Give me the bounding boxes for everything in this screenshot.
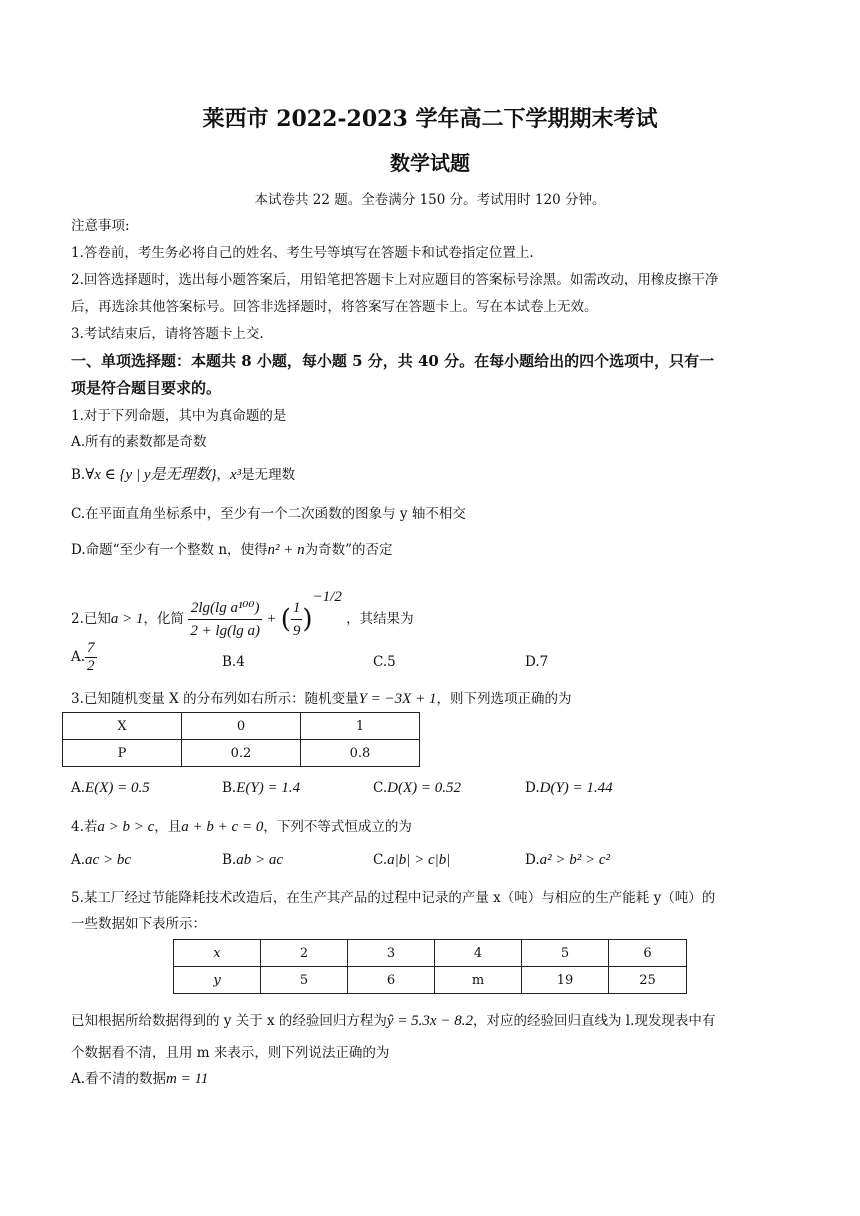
q5-stem-line: 一些数据如下表所示：	[71, 916, 206, 932]
note-line: 后，再选涂其他答案标号。回答非选择题时，将答案写在答题卡上。写在本试卷上无效。	[71, 299, 598, 315]
q1-option-b: B.∀x ∈ {y | y是无理数}，x³是无理数	[71, 467, 296, 483]
table-row: X 0 1	[63, 713, 420, 740]
q4-option-b: B.ab > ac	[222, 852, 283, 868]
q1-option-d: D.命题“至少有一个整数 n，使得n² + n为奇数”的否定	[71, 542, 393, 558]
table-row: y 5 6 m 19 25	[174, 967, 687, 994]
q5-stem-line: 5.某工厂经过节能降耗技术改造后，在生产其产品的过程中记录的产量 x（吨）与相应的生产能耗 y（吨）的	[71, 890, 716, 906]
section-heading: 一、单项选择题：本题共 8 小题，每小题 5 分，共 40 分。在每小题给出的四个选项中，只有一	[71, 352, 715, 370]
exam-intro: 本试卷共 22 题。全卷满分 150 分。考试用时 120 分钟。	[254, 192, 606, 208]
q2-power-base: $\frac{1}{9}$	[291, 597, 303, 642]
q4-option-d: D.a² > b² > c²	[525, 852, 611, 868]
note-line: 2.回答选择题时，选出每小题答案后，用铅笔把答题卡上对应题目的答案标号涂黑。如需改动，用橡皮擦干净	[71, 272, 719, 288]
q2-option-b: B.4	[222, 654, 245, 670]
notes-heading: 注意事项:	[71, 218, 130, 234]
q5-data-table	[173, 939, 687, 994]
q5-stem-line: 已知根据所给数据得到的 y 关于 x 的经验回归方程为ŷ = 5.3x − 8.2，对应的经验回归直线为 l.现发现表中有	[71, 1013, 716, 1029]
note-line: 3.考试结束后，请将答题卡上交.	[71, 326, 264, 342]
exam-subtitle: 数学试题	[390, 151, 470, 175]
q2-option-c: C.5	[373, 654, 396, 670]
q3-option-a: A.E(X) = 0.5	[71, 780, 150, 796]
q5-stem-line: 个数据看不清，且用 m 来表示，则下列说法正确的为	[71, 1045, 390, 1061]
q2-stem: 2.已知a > 1，化简 $\frac{\text{2lg(lg a¹⁰⁰)}}{\text{2 + lg(lg a)}}$ + ( $\frac{1}{9}$ )$^{-1/2}$ ，其结果为	[71, 586, 414, 642]
q4-option-c: C.a|b| > c|b|	[373, 852, 451, 868]
q3-option-d: D.D(Y) = 1.44	[525, 780, 613, 796]
q4-stem: 4.若a > b > c，且a + b + c = 0，下列不等式恒成立的为	[71, 819, 412, 835]
q1-option-a: A.所有的素数都是奇数	[71, 434, 207, 450]
q1-option-c: C.在平面直角坐标系中，至少有一个二次函数的图象与 y 轴不相交	[71, 506, 466, 522]
q2-option-d: D.7	[525, 654, 549, 670]
q3-option-b: B.E(Y) = 1.4	[222, 780, 301, 796]
table-row: x 2 3 4 5 6	[174, 940, 687, 967]
q2-option-a: A. $\frac{7}{2}$	[71, 640, 95, 674]
q4-option-a: A.ac > bc	[71, 852, 131, 868]
q1-stem: 1.对于下列命题，其中为真命题的是	[71, 408, 287, 424]
exam-title: 莱西市 2022-2023 学年高二下学期期末考试	[202, 106, 658, 132]
q3-distribution-table	[62, 712, 420, 767]
note-line: 1.答卷前，考生务必将自己的姓名、考生号等填写在答题卡和试卷指定位置上.	[71, 245, 534, 261]
q3-stem: 3.已知随机变量 X 的分布列如右所示：随机变量Y = −3X + 1，则下列选项正确的为	[71, 691, 572, 707]
table-row: P 0.2 0.8	[63, 740, 420, 767]
q5-option-a: A.看不清的数据m = 11	[71, 1071, 209, 1087]
section-heading: 项是符合题目要求的。	[71, 379, 222, 397]
q2-fraction: $\frac{\text{2lg(lg a¹⁰⁰)}}{\text{2 + lg(lg a)}}$	[188, 597, 262, 642]
q3-option-c: C.D(X) = 0.52	[373, 780, 461, 796]
